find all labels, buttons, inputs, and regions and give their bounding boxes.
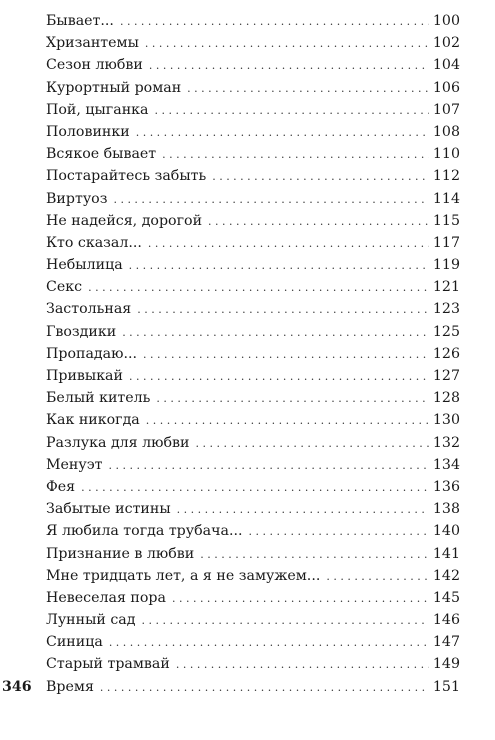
dot-leader bbox=[137, 299, 429, 321]
toc-entry-title: Сезон любви bbox=[46, 57, 143, 74]
toc-entry-page: 121 bbox=[432, 279, 460, 296]
toc-entry-page: 108 bbox=[432, 123, 460, 140]
toc-entry[interactable] bbox=[46, 165, 460, 187]
toc-entry-title: Небылица bbox=[46, 257, 123, 274]
toc-entry-page: 102 bbox=[432, 35, 460, 52]
toc-entry[interactable] bbox=[46, 587, 460, 609]
toc-entry-page: 141 bbox=[432, 545, 460, 562]
dot-leader bbox=[145, 33, 429, 55]
toc-entry[interactable] bbox=[46, 653, 460, 675]
toc-entry-page: 140 bbox=[432, 523, 460, 540]
toc-entry-title: Я любила тогда трубача... bbox=[46, 523, 243, 540]
toc-entry[interactable] bbox=[46, 565, 460, 587]
toc-entry-page: 136 bbox=[432, 478, 460, 495]
toc-entry-page: 106 bbox=[432, 79, 460, 96]
toc-entry-page: 110 bbox=[432, 146, 460, 163]
toc-entry-page: 138 bbox=[432, 501, 460, 518]
toc-entry-title: Старый трамвай bbox=[46, 656, 170, 673]
dot-leader bbox=[208, 211, 429, 233]
dot-leader bbox=[172, 588, 429, 610]
dot-leader bbox=[212, 166, 429, 188]
dot-leader bbox=[146, 410, 429, 432]
dot-leader bbox=[162, 144, 429, 166]
toc-entry-title: Забытые истины bbox=[46, 501, 171, 518]
dot-leader bbox=[200, 544, 429, 566]
toc-entry-page: 114 bbox=[432, 190, 460, 207]
toc-entry-page: 125 bbox=[432, 323, 460, 340]
toc-entry[interactable] bbox=[46, 432, 460, 454]
toc-entry-page: 107 bbox=[432, 101, 460, 118]
dot-leader bbox=[88, 277, 429, 299]
toc-entry-title: Лунный сад bbox=[46, 612, 136, 629]
toc-entry-page: 128 bbox=[432, 390, 460, 407]
dot-leader bbox=[109, 632, 429, 654]
toc-entry-title: Застольная bbox=[46, 301, 132, 318]
toc-entry-title: Разлука для любви bbox=[46, 434, 190, 451]
toc-entry[interactable] bbox=[46, 32, 460, 54]
toc-entry-title: Невеселая пора bbox=[46, 589, 166, 606]
toc-entry-page: 130 bbox=[432, 412, 460, 429]
toc-entry[interactable] bbox=[46, 365, 460, 387]
dot-leader bbox=[149, 55, 429, 77]
toc-entry[interactable] bbox=[46, 188, 460, 210]
toc-entry-page: 123 bbox=[432, 301, 460, 318]
toc-entry-page: 119 bbox=[432, 257, 460, 274]
toc-entry[interactable] bbox=[46, 321, 460, 343]
toc-entry[interactable] bbox=[46, 476, 460, 498]
toc-entry[interactable] bbox=[46, 543, 460, 565]
toc-entry-title: Курортный роман bbox=[46, 79, 182, 96]
dot-leader bbox=[129, 255, 429, 277]
toc-entry[interactable] bbox=[46, 121, 460, 143]
toc-entry[interactable] bbox=[46, 498, 460, 520]
toc-entry-title: Постарайтесь забыть bbox=[46, 168, 207, 185]
toc-entry-title: Не надейся, дорогой bbox=[46, 212, 203, 229]
toc-entry-title: Кто сказал... bbox=[46, 234, 142, 251]
toc-entry[interactable] bbox=[46, 99, 460, 121]
toc-entry[interactable] bbox=[46, 210, 460, 232]
page-number: 346 bbox=[2, 679, 32, 695]
toc-entry-title: Гвоздики bbox=[46, 323, 117, 340]
toc-entry-title: Хризантемы bbox=[46, 35, 139, 52]
toc-entry-title: Признание в любви bbox=[46, 545, 195, 562]
toc-entry[interactable] bbox=[46, 343, 460, 365]
toc-entry-title: Половинки bbox=[46, 123, 130, 140]
toc-entry-page: 115 bbox=[432, 212, 460, 229]
toc-entry-title: Всякое бывает bbox=[46, 146, 157, 163]
toc-entry-title: Бывает... bbox=[46, 13, 114, 29]
dot-leader bbox=[249, 521, 429, 543]
toc-entry-page: 146 bbox=[432, 612, 460, 629]
toc-entry-title: Менуэт bbox=[46, 456, 103, 473]
toc-entry[interactable] bbox=[46, 10, 460, 32]
toc-entry[interactable] bbox=[46, 54, 460, 76]
toc-entry-page: 104 bbox=[432, 57, 460, 74]
toc-entry-page: 149 bbox=[432, 656, 460, 673]
toc-entry-page: 142 bbox=[432, 567, 460, 584]
toc-entry[interactable] bbox=[46, 631, 460, 653]
toc-entry-page: 151 bbox=[432, 678, 460, 695]
toc-entry-title: Как никогда bbox=[46, 412, 140, 429]
toc-entry[interactable] bbox=[46, 609, 460, 631]
dot-leader bbox=[143, 344, 429, 366]
dot-leader bbox=[120, 11, 429, 33]
toc-entry[interactable] bbox=[46, 254, 460, 276]
toc-entry[interactable] bbox=[46, 232, 460, 254]
toc-entry[interactable] bbox=[46, 143, 460, 165]
toc-entry-title: Мне тридцать лет, а я не замужем... bbox=[46, 567, 321, 584]
toc-entry[interactable] bbox=[46, 77, 460, 99]
toc-entry[interactable] bbox=[46, 387, 460, 409]
toc-entry[interactable] bbox=[46, 520, 460, 542]
toc-entry-title: Привыкай bbox=[46, 368, 123, 384]
dot-leader bbox=[100, 677, 429, 699]
dot-leader bbox=[148, 233, 429, 255]
toc-entry-page: 145 bbox=[432, 589, 460, 606]
dot-leader bbox=[122, 322, 429, 344]
dot-leader bbox=[156, 388, 429, 410]
dot-leader bbox=[154, 100, 428, 122]
toc-entry-page: 100 bbox=[432, 13, 460, 29]
dot-leader bbox=[176, 654, 429, 676]
toc-entry-title: Виртуоз bbox=[46, 190, 108, 207]
toc-entry-page: 126 bbox=[432, 345, 460, 362]
dot-leader bbox=[142, 610, 429, 632]
toc-entry-title: Синица bbox=[46, 634, 103, 651]
dot-leader bbox=[177, 499, 429, 521]
dot-leader bbox=[81, 477, 429, 499]
toc-entry[interactable] bbox=[46, 676, 460, 698]
toc-entry-title: Фея bbox=[46, 478, 76, 495]
dot-leader bbox=[136, 122, 429, 144]
toc-entry-page: 127 bbox=[432, 368, 460, 384]
table-of-contents bbox=[46, 10, 460, 698]
toc-entry-page: 147 bbox=[432, 634, 460, 651]
dot-leader bbox=[129, 366, 429, 388]
toc-entry[interactable] bbox=[46, 409, 460, 431]
dot-leader bbox=[109, 455, 429, 477]
dot-leader bbox=[196, 433, 429, 455]
dot-leader bbox=[326, 566, 429, 588]
dot-leader bbox=[113, 189, 428, 211]
toc-entry-title: Время bbox=[46, 678, 94, 695]
toc-entry-page: 134 bbox=[432, 456, 460, 473]
toc-entry-title: Секс bbox=[46, 279, 83, 296]
dot-leader bbox=[187, 78, 429, 100]
toc-entry[interactable] bbox=[46, 454, 460, 476]
toc-entry-title: Пропадаю... bbox=[46, 345, 137, 362]
toc-entry[interactable] bbox=[46, 298, 460, 320]
toc-entry-title: Белый китель bbox=[46, 390, 151, 407]
toc-entry-page: 117 bbox=[432, 234, 460, 251]
toc-entry-page: 132 bbox=[432, 434, 460, 451]
toc-entry-page: 112 bbox=[432, 168, 460, 185]
toc-entry-title: Пой, цыганка bbox=[46, 101, 149, 118]
toc-entry[interactable] bbox=[46, 276, 460, 298]
